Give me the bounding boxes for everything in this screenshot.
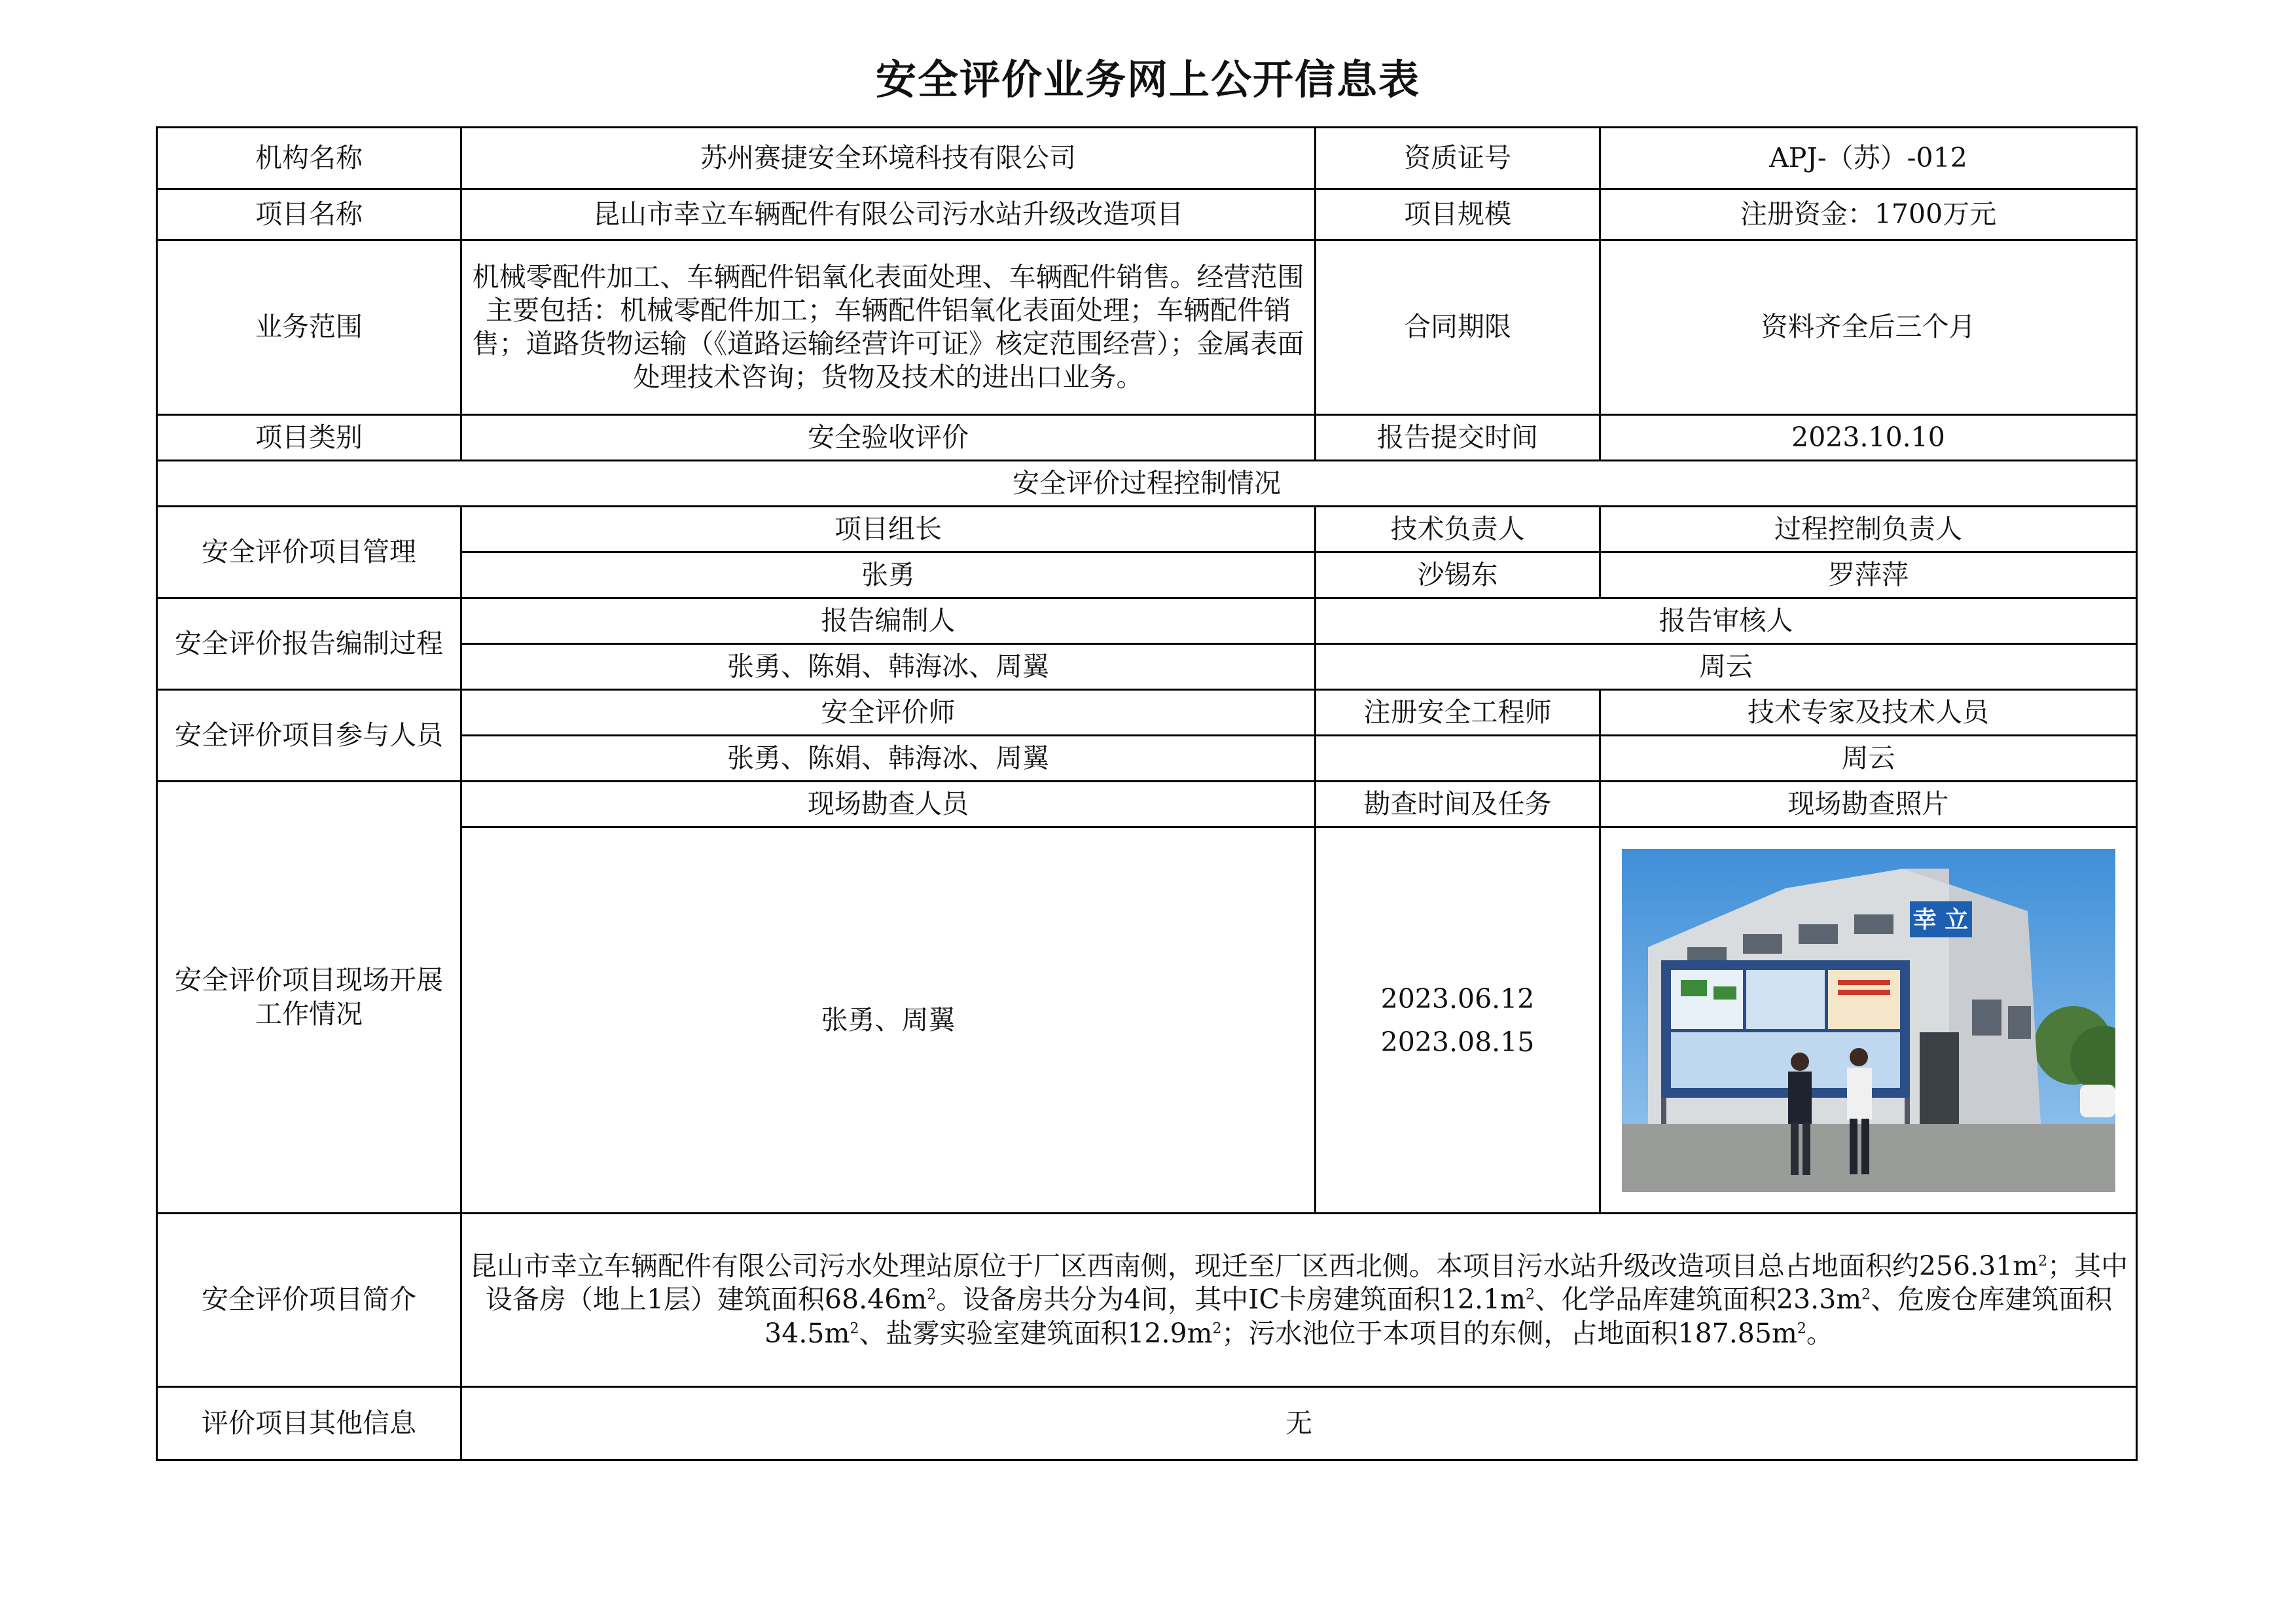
surveyor-label: 现场勘查人员 [461,782,1316,827]
org-name-label: 机构名称 [157,128,461,189]
site-photo [1622,849,2115,1192]
evaluator-names: 张勇、陈娟、韩海冰、周翼 [461,736,1316,782]
tech-name: 沙锡东 [1316,552,1600,598]
survey-date-2: 2023.08.15 [1380,1026,1535,1058]
ctrl-name: 罗萍萍 [1600,552,2137,598]
table-row [157,128,2137,189]
project-intro [461,1214,2137,1387]
table-row [157,598,2137,644]
table-row [157,415,2137,461]
table-row [157,507,2137,552]
survey-date-1: 2023.06.12 [1380,983,1535,1015]
table-row [157,782,2137,827]
page-title: 安全评价业务网上公开信息表 [875,56,1420,103]
intro-text: 、盐雾实验室建筑面积12.9m [859,1317,1213,1349]
project-type: 安全验收评价 [461,415,1316,461]
engineer-label: 注册安全工程师 [1316,690,1600,736]
cert-label: 资质证号 [1316,128,1600,189]
superscript: 2 [1212,1320,1222,1337]
contract-term: 资料齐全后三个月 [1600,240,2137,415]
table-row [157,690,2137,736]
intro-text: 。设备房共分为4间，其中IC卡房建筑面积12.1m [936,1284,1526,1316]
surveyor-names: 张勇、周翼 [461,827,1316,1214]
photo-sign-text: 幸 立 [1912,906,1968,933]
scope-label: 业务范围 [157,240,461,415]
table-row [157,1214,2137,1387]
table-row [157,1387,2137,1460]
leader-label: 项目组长 [461,507,1316,552]
superscript: 2 [1797,1320,1806,1337]
superscript: 2 [1861,1286,1871,1303]
writer-label: 报告编制人 [461,598,1316,644]
scale-label: 项目规模 [1316,189,1600,240]
type-label: 项目类别 [157,415,461,461]
leader-name: 张勇 [461,552,1316,598]
people-label: 安全评价项目参与人员 [157,690,461,782]
superscript: 2 [850,1320,859,1337]
submit-date: 2023.10.10 [1600,415,2137,461]
tech-label: 技术负责人 [1316,507,1600,552]
intro-text: 。 [1806,1317,1833,1349]
survey-photo-cell [1600,827,2137,1214]
project-name: 昆山市幸立车辆配件有限公司污水站升级改造项目 [461,189,1316,240]
intro-text: ；其中设备房（地上1层）建筑面积68.46m [485,1250,2128,1316]
table-row [157,461,2137,507]
intro-text: 昆山市幸立车辆配件有限公司污水处理站原位于厂区西南侧，现迁至厂区西北侧。本项目污水站升级改造项目总占地面积约256.31m [469,1250,2039,1282]
superscript: 2 [2038,1253,2048,1270]
intro-text: 、危废仓库建筑面积34.5m [764,1284,2113,1349]
other-info: 无 [461,1387,2137,1460]
report-label: 安全评价报告编制过程 [157,598,461,690]
intro-text: ；污水池位于本项目的东侧，占地面积187.85m [1221,1317,1797,1349]
intro-text: 、化学品库建筑面积23.3m [1535,1284,1862,1316]
expert-label: 技术专家及技术人员 [1600,690,2137,736]
project-scale: 注册资金：1700万元 [1600,189,2137,240]
other-label: 评价项目其他信息 [157,1387,461,1460]
table-row [157,240,2137,415]
survey-time-label: 勘查时间及任务 [1316,782,1600,827]
writer-names: 张勇、陈娟、韩海冰、周翼 [461,644,1316,690]
table-row [157,189,2137,240]
intro-label: 安全评价项目简介 [157,1214,461,1387]
mgmt-label: 安全评价项目管理 [157,507,461,598]
reviewer-name: 周云 [1316,644,2137,690]
info-table [156,126,2138,1461]
superscript: 2 [927,1286,937,1303]
photo-label: 现场勘查照片 [1600,782,2137,827]
evaluator-label: 安全评价师 [461,690,1316,736]
project-name-label: 项目名称 [157,189,461,240]
site-label: 安全评价项目现场开展工作情况 [157,782,461,1214]
submit-label: 报告提交时间 [1316,415,1600,461]
term-label: 合同期限 [1316,240,1600,415]
cert-number: APJ-（苏）-012 [1600,128,2137,189]
ctrl-label: 过程控制负责人 [1600,507,2137,552]
survey-dates [1316,827,1600,1214]
process-header: 安全评价过程控制情况 [157,461,2137,507]
business-scope: 机械零配件加工、车辆配件铝氧化表面处理、车辆配件销售。经营范围主要包括：机械零配件加工；车辆配件铝氧化表面处理；车辆配件销售；道路货物运输（《道路运输经营许可证》核定范围经营）；金属表面处理技术咨询；货物及技术的进出口业务。 [461,240,1316,415]
org-name: 苏州赛捷安全环境科技有限公司 [461,128,1316,189]
reviewer-label: 报告审核人 [1316,598,2137,644]
superscript: 2 [1526,1286,1535,1303]
engineer-names [1316,736,1600,782]
expert-names: 周云 [1600,736,2137,782]
